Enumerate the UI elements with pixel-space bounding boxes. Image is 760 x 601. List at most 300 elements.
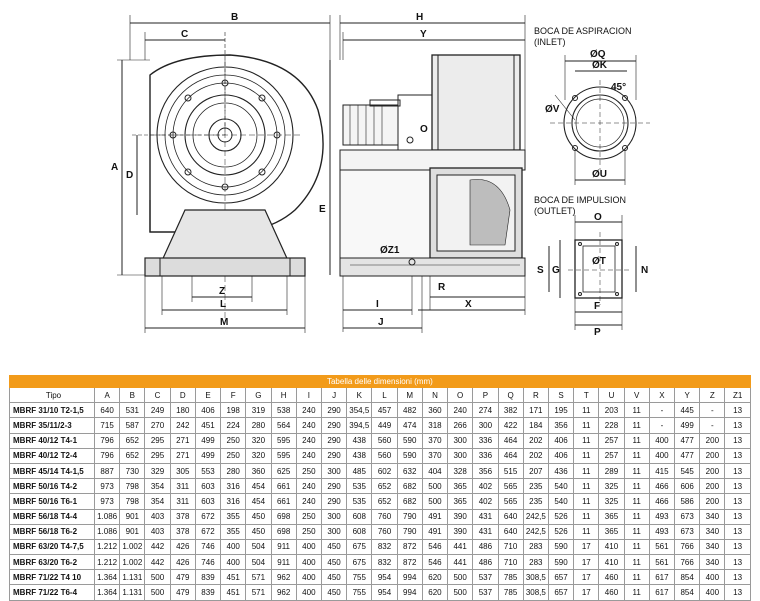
value-cell: 360 — [422, 403, 447, 418]
value-cell: 11 — [574, 479, 599, 494]
label-s: S — [537, 265, 544, 276]
value-cell: 450 — [321, 570, 346, 585]
label-u: ØU — [592, 169, 607, 180]
value-cell: 200 — [700, 463, 725, 478]
value-cell: 250 — [221, 433, 246, 448]
value-cell: 426 — [170, 555, 195, 570]
value-cell: 382 — [498, 403, 523, 418]
value-cell: 451 — [221, 570, 246, 585]
value-cell: 441 — [448, 539, 473, 554]
value-cell: 240 — [296, 418, 321, 433]
table-row — [10, 509, 751, 524]
value-cell: 318 — [422, 418, 447, 433]
value-cell: 280 — [246, 418, 271, 433]
value-cell: 406 — [548, 433, 573, 448]
value-cell: 798 — [120, 494, 145, 509]
model-cell: MBRF 35/11/2-3 — [10, 418, 95, 433]
value-cell: 11 — [574, 418, 599, 433]
value-cell: 450 — [246, 509, 271, 524]
value-cell: 652 — [372, 494, 397, 509]
value-cell: 329 — [145, 463, 170, 478]
value-cell: 526 — [548, 524, 573, 539]
value-cell: 271 — [170, 448, 195, 463]
value-cell: 289 — [599, 463, 624, 478]
value-cell: 11 — [624, 479, 649, 494]
table-caption-row — [10, 376, 751, 388]
value-cell: 994 — [397, 570, 422, 585]
value-cell: 402 — [473, 494, 498, 509]
value-cell: 682 — [397, 494, 422, 509]
dimensions-table — [9, 375, 751, 601]
value-cell: 798 — [120, 479, 145, 494]
value-cell: 625 — [271, 463, 296, 478]
value-cell: 537 — [473, 585, 498, 600]
value-cell: 698 — [271, 524, 296, 539]
value-cell: 901 — [120, 524, 145, 539]
value-cell: 242 — [170, 418, 195, 433]
value-cell: 403 — [145, 509, 170, 524]
value-cell: 617 — [649, 570, 674, 585]
value-cell: 17 — [574, 539, 599, 554]
table-row — [10, 403, 751, 418]
value-cell: 11 — [624, 570, 649, 585]
header-i: I — [296, 388, 321, 403]
value-cell: 325 — [599, 494, 624, 509]
value-cell: 13 — [725, 509, 750, 524]
value-cell: 356 — [548, 418, 573, 433]
value-cell: 500 — [422, 479, 447, 494]
value-cell: 760 — [372, 524, 397, 539]
value-cell: 300 — [321, 524, 346, 539]
value-cell: 608 — [347, 524, 372, 539]
label-a: A — [111, 162, 119, 173]
value-cell: 911 — [271, 539, 296, 554]
value-cell: 640 — [498, 524, 523, 539]
value-cell: 11 — [624, 448, 649, 463]
value-cell: 11 — [624, 433, 649, 448]
value-cell: 400 — [221, 555, 246, 570]
value-cell: 973 — [95, 479, 120, 494]
value-cell: 280 — [221, 463, 246, 478]
header-l: L — [372, 388, 397, 403]
value-cell: 854 — [675, 570, 700, 585]
value-cell: 336 — [473, 448, 498, 463]
value-cell: 400 — [296, 555, 321, 570]
header-x: X — [649, 388, 674, 403]
value-cell: 442 — [145, 555, 170, 570]
value-cell: 13 — [725, 570, 750, 585]
model-cell: MBRF 50/16 T6-1 — [10, 494, 95, 509]
value-cell: 499 — [195, 448, 220, 463]
label-h: H — [416, 12, 424, 23]
table-body — [10, 403, 751, 600]
value-cell: 400 — [221, 539, 246, 554]
value-cell: 202 — [523, 448, 548, 463]
value-cell: 390 — [448, 509, 473, 524]
value-cell: 250 — [296, 524, 321, 539]
value-cell: 590 — [548, 539, 573, 554]
value-cell: 675 — [347, 555, 372, 570]
value-cell: 250 — [296, 509, 321, 524]
value-cell: 590 — [548, 555, 573, 570]
header-d: D — [170, 388, 195, 403]
value-cell: 561 — [649, 555, 674, 570]
value-cell: 661 — [271, 494, 296, 509]
table-row — [10, 494, 751, 509]
label-l: L — [220, 299, 227, 310]
value-cell: 652 — [372, 479, 397, 494]
value-cell: 340 — [700, 524, 725, 539]
value-cell: 250 — [296, 463, 321, 478]
value-cell: 571 — [246, 585, 271, 600]
value-cell: 438 — [347, 433, 372, 448]
value-cell: 515 — [498, 463, 523, 478]
value-cell: 485 — [347, 463, 372, 478]
value-cell: 403 — [145, 524, 170, 539]
value-cell: 257 — [599, 448, 624, 463]
model-cell: MBRF 63/20 T6-2 — [10, 555, 95, 570]
value-cell: 290 — [321, 494, 346, 509]
header-k: K — [347, 388, 372, 403]
value-cell: 224 — [221, 418, 246, 433]
value-cell: 491 — [422, 509, 447, 524]
value-cell: 474 — [397, 418, 422, 433]
value-cell: 872 — [397, 539, 422, 554]
value-cell: 673 — [675, 509, 700, 524]
value-cell: 962 — [271, 570, 296, 585]
value-cell: 632 — [397, 463, 422, 478]
table-row — [10, 433, 751, 448]
value-cell: 673 — [675, 524, 700, 539]
value-cell: 316 — [221, 494, 246, 509]
value-cell: 438 — [347, 448, 372, 463]
outlet-view — [549, 215, 636, 330]
value-cell: 500 — [448, 585, 473, 600]
value-cell: 760 — [372, 509, 397, 524]
value-cell: 1.086 — [95, 509, 120, 524]
value-cell: 590 — [397, 448, 422, 463]
inlet-subtitle: (INLET) — [534, 37, 566, 47]
value-cell: 11 — [624, 509, 649, 524]
dimensions-table-container — [9, 375, 750, 601]
value-cell: 400 — [296, 570, 321, 585]
value-cell: 675 — [347, 539, 372, 554]
value-cell: 499 — [195, 433, 220, 448]
value-cell: 402 — [473, 479, 498, 494]
value-cell: 504 — [246, 555, 271, 570]
value-cell: 400 — [700, 570, 725, 585]
value-cell: 311 — [170, 494, 195, 509]
value-cell: 537 — [473, 570, 498, 585]
value-cell: 378 — [170, 524, 195, 539]
value-cell: 710 — [498, 555, 523, 570]
value-cell: 17 — [574, 585, 599, 600]
value-cell: 336 — [473, 433, 498, 448]
value-cell: 457 — [372, 403, 397, 418]
value-cell: 13 — [725, 479, 750, 494]
value-cell: 394,5 — [347, 418, 372, 433]
label-y: Y — [420, 29, 427, 40]
header-n: N — [422, 388, 447, 403]
value-cell: 17 — [574, 570, 599, 585]
value-cell: 11 — [624, 418, 649, 433]
value-cell: 1.364 — [95, 570, 120, 585]
value-cell: 340 — [700, 509, 725, 524]
label-r: R — [438, 282, 446, 293]
value-cell: - — [700, 418, 725, 433]
header-c: C — [145, 388, 170, 403]
label-p: P — [594, 327, 601, 338]
value-cell: - — [649, 418, 674, 433]
value-cell: 11 — [574, 524, 599, 539]
inlet-title: BOCA DE ASPIRACION — [534, 26, 632, 36]
value-cell: 320 — [246, 433, 271, 448]
table-row — [10, 585, 751, 600]
header-tipo: Tipo — [10, 388, 95, 403]
value-cell: 235 — [523, 494, 548, 509]
model-cell: MBRF 40/12 T2-4 — [10, 448, 95, 463]
value-cell: 441 — [448, 555, 473, 570]
value-cell: 11 — [624, 403, 649, 418]
value-cell: 477 — [675, 433, 700, 448]
value-cell: 365 — [448, 479, 473, 494]
value-cell: 546 — [422, 539, 447, 554]
value-cell: 832 — [372, 555, 397, 570]
table-row — [10, 418, 751, 433]
header-y: Y — [675, 388, 700, 403]
value-cell: 500 — [422, 494, 447, 509]
value-cell: 11 — [624, 585, 649, 600]
value-cell: 266 — [448, 418, 473, 433]
value-cell: 200 — [700, 448, 725, 463]
label-t: ØT — [592, 256, 606, 267]
value-cell: 526 — [548, 509, 573, 524]
value-cell: 571 — [246, 570, 271, 585]
value-cell: 832 — [372, 539, 397, 554]
value-cell: 872 — [397, 555, 422, 570]
value-cell: 640 — [95, 403, 120, 418]
value-cell: 300 — [321, 509, 346, 524]
value-cell: 200 — [700, 479, 725, 494]
value-cell: 500 — [448, 570, 473, 585]
value-cell: 200 — [700, 494, 725, 509]
label-m: M — [220, 317, 229, 328]
value-cell: 450 — [321, 555, 346, 570]
model-cell: MBRF 31/10 T2-1,5 — [10, 403, 95, 418]
value-cell: 360 — [246, 463, 271, 478]
value-cell: 854 — [675, 585, 700, 600]
value-cell: 426 — [170, 539, 195, 554]
value-cell: 785 — [498, 585, 523, 600]
value-cell: 450 — [321, 539, 346, 554]
value-cell: 11 — [574, 433, 599, 448]
value-cell: 460 — [599, 585, 624, 600]
label-q: ØQ — [590, 49, 606, 60]
value-cell: 400 — [649, 448, 674, 463]
value-cell: 587 — [120, 418, 145, 433]
value-cell: 184 — [523, 418, 548, 433]
value-cell: 422 — [498, 418, 523, 433]
value-cell: 242,5 — [523, 509, 548, 524]
value-cell: 606 — [675, 479, 700, 494]
value-cell: 790 — [397, 509, 422, 524]
value-cell: 13 — [725, 585, 750, 600]
value-cell: 595 — [271, 433, 296, 448]
value-cell: 608 — [347, 509, 372, 524]
value-cell: 320 — [246, 448, 271, 463]
value-cell: 620 — [422, 585, 447, 600]
header-h: H — [271, 388, 296, 403]
value-cell: 17 — [574, 555, 599, 570]
value-cell: 11 — [624, 494, 649, 509]
label-o: O — [594, 212, 602, 223]
value-cell: 460 — [599, 570, 624, 585]
value-cell: 682 — [397, 479, 422, 494]
label-o-front: O — [420, 124, 428, 135]
header-z: Z — [700, 388, 725, 403]
value-cell: 590 — [397, 433, 422, 448]
value-cell: 340 — [700, 539, 725, 554]
value-cell: 482 — [397, 403, 422, 418]
value-cell: 235 — [523, 479, 548, 494]
value-cell: 1.131 — [120, 585, 145, 600]
value-cell: 365 — [599, 509, 624, 524]
value-cell: 410 — [599, 539, 624, 554]
label-g: G — [552, 265, 560, 276]
value-cell: 466 — [649, 479, 674, 494]
value-cell: 290 — [321, 403, 346, 418]
value-cell: 504 — [246, 539, 271, 554]
value-cell: 1.364 — [95, 585, 120, 600]
value-cell: 365 — [599, 524, 624, 539]
value-cell: 911 — [271, 555, 296, 570]
value-cell: 564 — [271, 418, 296, 433]
value-cell: 11 — [624, 555, 649, 570]
header-e: E — [195, 388, 220, 403]
header-u: U — [599, 388, 624, 403]
value-cell: 13 — [725, 433, 750, 448]
value-cell: 657 — [548, 570, 573, 585]
value-cell: 325 — [599, 479, 624, 494]
model-cell: MBRF 45/14 T4-1,5 — [10, 463, 95, 478]
value-cell: 493 — [649, 524, 674, 539]
value-cell: 242,5 — [523, 524, 548, 539]
table-header-row — [10, 388, 751, 403]
model-cell: MBRF 50/16 T4-2 — [10, 479, 95, 494]
value-cell: 195 — [548, 403, 573, 418]
value-cell: 1.212 — [95, 539, 120, 554]
value-cell: 295 — [145, 448, 170, 463]
value-cell: 553 — [195, 463, 220, 478]
value-cell: 250 — [221, 448, 246, 463]
value-cell: 13 — [725, 539, 750, 554]
value-cell: 1.212 — [95, 555, 120, 570]
value-cell: 540 — [548, 494, 573, 509]
value-cell: 200 — [700, 433, 725, 448]
outlet-subtitle: (OUTLET) — [534, 206, 576, 216]
label-i: I — [376, 299, 379, 310]
value-cell: 311 — [170, 479, 195, 494]
value-cell: 561 — [649, 539, 674, 554]
value-cell: 13 — [725, 524, 750, 539]
value-cell: 535 — [347, 494, 372, 509]
value-cell: 11 — [624, 524, 649, 539]
value-cell: 271 — [170, 433, 195, 448]
value-cell: 766 — [675, 555, 700, 570]
value-cell: 328 — [448, 463, 473, 478]
header-j: J — [321, 388, 346, 403]
value-cell: 274 — [473, 403, 498, 418]
value-cell: 203 — [599, 403, 624, 418]
value-cell: 436 — [548, 463, 573, 478]
value-cell: 319 — [246, 403, 271, 418]
value-cell: 839 — [195, 585, 220, 600]
table-row — [10, 539, 751, 554]
value-cell: 378 — [170, 509, 195, 524]
value-cell: 698 — [271, 509, 296, 524]
value-cell: 954 — [372, 585, 397, 600]
value-cell: 13 — [725, 418, 750, 433]
value-cell: 11 — [574, 463, 599, 478]
value-cell: 13 — [725, 555, 750, 570]
header-a: A — [95, 388, 120, 403]
value-cell: 406 — [195, 403, 220, 418]
value-cell: 657 — [548, 585, 573, 600]
label-j: J — [378, 317, 384, 328]
value-cell: 290 — [321, 448, 346, 463]
value-cell: 305 — [170, 463, 195, 478]
value-cell: 451 — [195, 418, 220, 433]
value-cell: - — [700, 403, 725, 418]
front-view — [330, 15, 525, 333]
label-k: ØK — [592, 60, 607, 71]
value-cell: 415 — [649, 463, 674, 478]
value-cell: 839 — [195, 570, 220, 585]
value-cell: 11 — [624, 463, 649, 478]
table-row — [10, 524, 751, 539]
header-q: Q — [498, 388, 523, 403]
header-m: M — [397, 388, 422, 403]
value-cell: 661 — [271, 479, 296, 494]
table-row — [10, 463, 751, 478]
value-cell: 755 — [347, 585, 372, 600]
value-cell: 171 — [523, 403, 548, 418]
value-cell: 730 — [120, 463, 145, 478]
value-cell: 316 — [221, 479, 246, 494]
value-cell: 652 — [120, 448, 145, 463]
value-cell: 240 — [296, 433, 321, 448]
value-cell: 354 — [145, 494, 170, 509]
value-cell: 198 — [221, 403, 246, 418]
value-cell: 535 — [347, 479, 372, 494]
label-c: C — [181, 29, 189, 40]
label-d: D — [126, 170, 134, 181]
value-cell: 451 — [221, 585, 246, 600]
value-cell: 180 — [170, 403, 195, 418]
value-cell: 479 — [170, 585, 195, 600]
value-cell: 13 — [725, 494, 750, 509]
value-cell: 450 — [246, 524, 271, 539]
value-cell: 715 — [95, 418, 120, 433]
value-cell: 887 — [95, 463, 120, 478]
value-cell: 477 — [675, 448, 700, 463]
value-cell: 270 — [145, 418, 170, 433]
value-cell: 560 — [372, 448, 397, 463]
value-cell: 11 — [574, 448, 599, 463]
value-cell: 300 — [473, 418, 498, 433]
value-cell: 295 — [145, 433, 170, 448]
model-cell: MBRF 56/18 T6-2 — [10, 524, 95, 539]
